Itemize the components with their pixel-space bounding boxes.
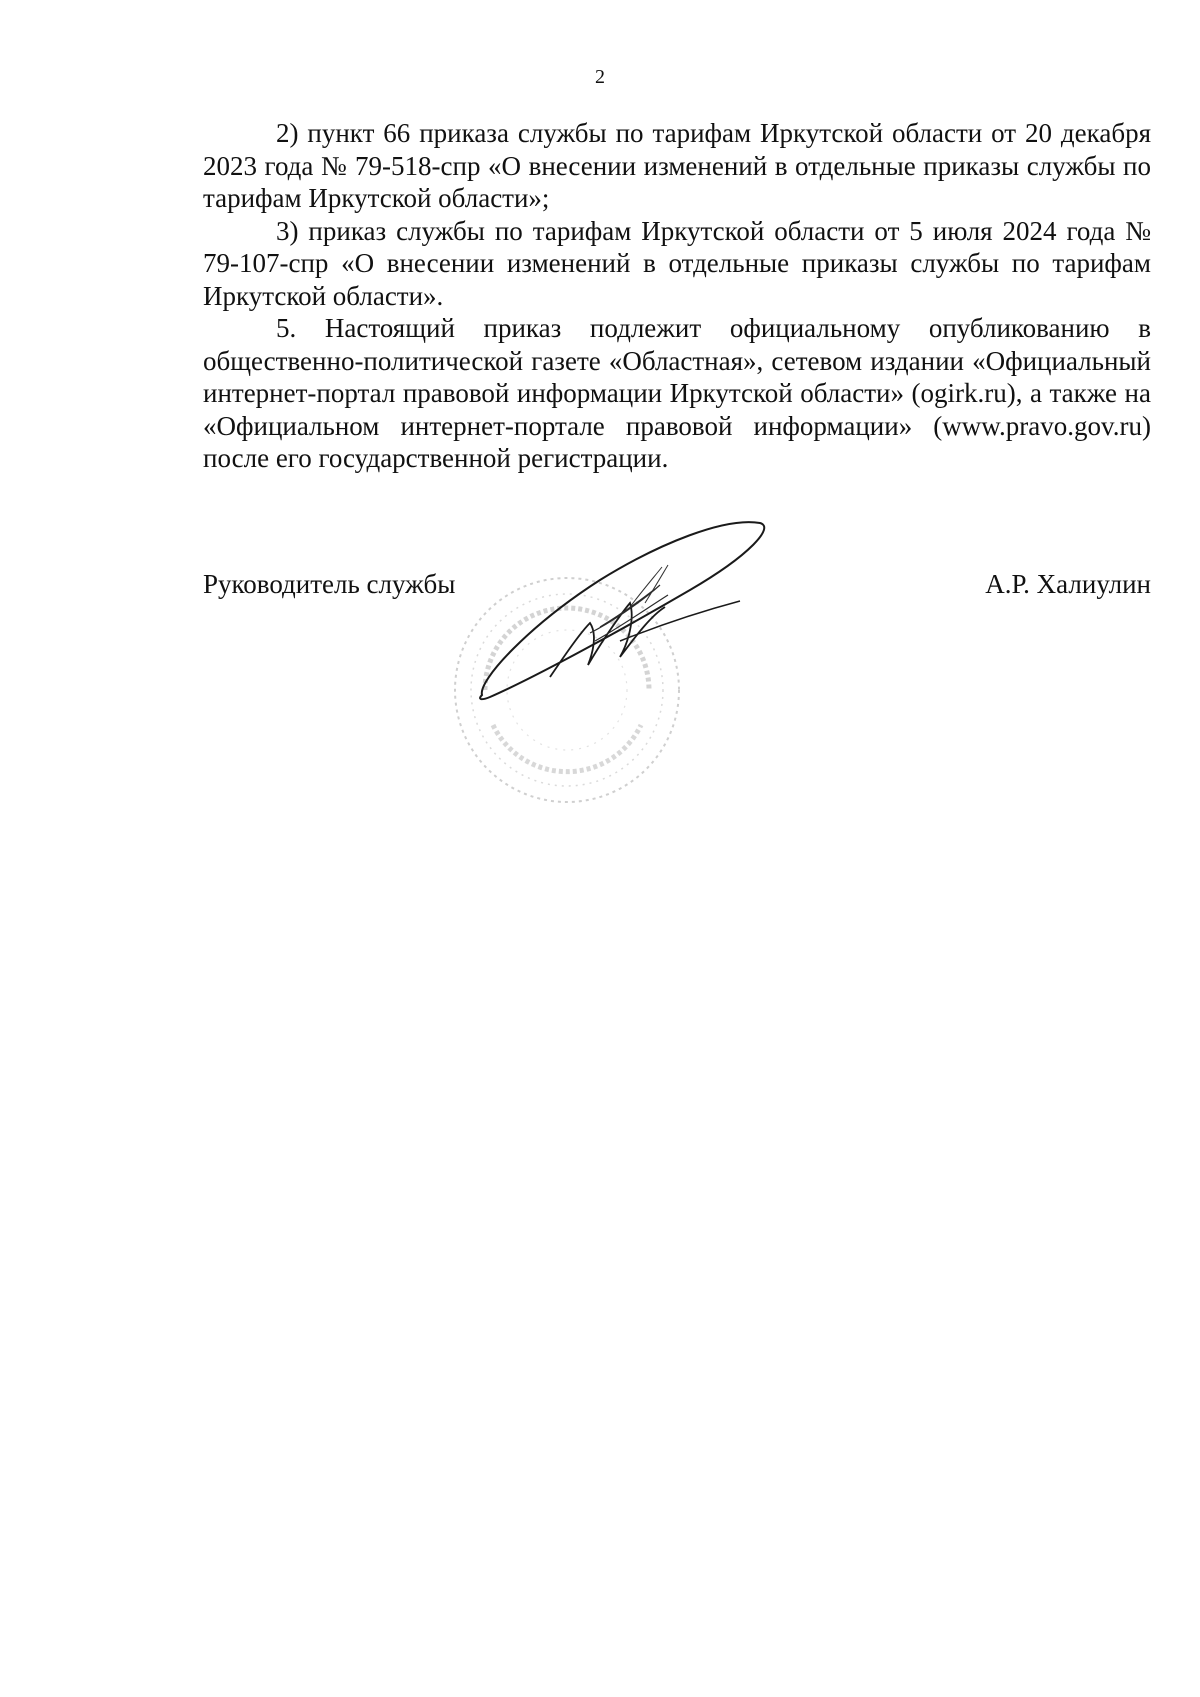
paragraph-publication: 5. Настоящий приказ подлежит официальному опубликованию в общественно-политической газете «Областная», сетевом издании «Официальный интернет-портал правовой информации Иркутской области» (ogirk.ru), а также на «Официальном интернет-портале правовой информации» (www.pravo.gov.ru) после его государственной регистрации. bbox=[203, 313, 1151, 473]
paragraph-item-2: 2) пункт 66 приказа службы по тарифам Иркутской области от 20 декабря 2023 года № 79-518-спр «О внесении изменений в отдельные приказы службы по тарифам Иркутской области»; bbox=[203, 118, 1151, 213]
page-number: 2 bbox=[595, 66, 605, 88]
handwritten-signature bbox=[470, 515, 780, 710]
paragraph-item-3: 3) приказ службы по тарифам Иркутской области от 5 июля 2024 года № 79-107-спр «О внесении изменений в отдельные приказы службы по тарифам Иркутской области». bbox=[203, 215, 1151, 311]
signatory-name: А.Р. Халиулин bbox=[985, 569, 1151, 599]
document-body bbox=[203, 117, 1151, 475]
signatory-role: Руководитель службы bbox=[203, 569, 456, 599]
